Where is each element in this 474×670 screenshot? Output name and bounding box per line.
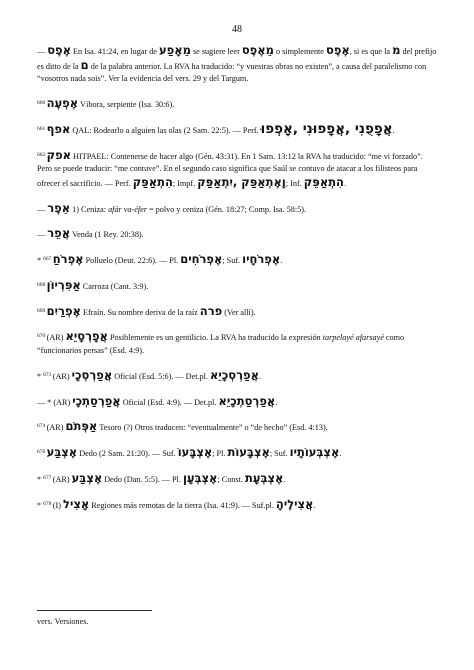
- hebrew-term: מֵאָפַע: [159, 43, 191, 57]
- entry-text: .: [339, 449, 342, 459]
- entry-text: .: [313, 500, 316, 510]
- entry-text: .: [283, 474, 286, 484]
- hebrew-term: אֶצְבְּעָת: [244, 470, 284, 485]
- hebrew-term: אֶצְבָּעוֹ: [177, 445, 213, 460]
- entry-text: —: [37, 204, 48, 214]
- footnote: vers. Versiones.: [37, 617, 89, 626]
- hebrew-term: אֶפְעֶה: [46, 95, 79, 110]
- hebrew-term: אֵפֶר: [47, 200, 71, 215]
- entry-text: .: [258, 371, 261, 381]
- entry-text: Oficial (Esd. 4:9). — Det.pl.: [120, 397, 219, 407]
- entry-text: Venda (1 Rey. 20:38).: [70, 230, 144, 240]
- hebrew-term: אֶפֶס: [326, 43, 350, 57]
- entry-text: (AR): [46, 423, 66, 433]
- entry-number: 669: [37, 307, 47, 314]
- hebrew-term: אֲפָפֻנִי ,אֲפָפוּנִי ,אָפְפוּ: [260, 120, 393, 137]
- entry-text: se sugiere leer: [190, 47, 242, 56]
- hebrew-term: ם: [80, 57, 89, 72]
- dictionary-entry: [37, 330, 439, 357]
- hebrew-term: הִתְאַפֵּק: [303, 174, 344, 189]
- entry-number: 678: [43, 500, 53, 507]
- entry-text: Tesoro (?) Otros traducen: “eventualmente” o “de hecho” (Esd. 4:13).: [97, 423, 328, 433]
- entry-text: — * (AR): [37, 397, 73, 407]
- dictionary-entry: [37, 253, 439, 268]
- entry-text: .: [392, 125, 395, 135]
- entry-number: 670: [37, 333, 47, 340]
- dictionary-entry: [37, 97, 439, 112]
- transliteration: tarpelayé afarsayé: [322, 333, 384, 343]
- entry-text: (Ver allí).: [222, 307, 256, 317]
- dictionary-entry: [37, 120, 439, 138]
- entry-text: de la palabra anterior. La RVA ha traducido: “y vuestras obras no existen”, a causa del paralelismo con “vosotros nada sois”. Ver la evidencia del vers. 29 y del Targum.: [37, 61, 427, 84]
- hebrew-term: אֶפְרֹחִים: [180, 252, 223, 267]
- entry-text: ; Pl.: [212, 449, 228, 459]
- entry-text: (I): [52, 500, 63, 510]
- entry-text: (AR): [46, 333, 66, 343]
- entry-text: .: [275, 397, 278, 407]
- entry-text: *: [37, 474, 44, 484]
- hebrew-term: אֲצִילֶיהָ: [275, 496, 314, 511]
- hebrew-term: מ: [392, 43, 401, 57]
- hebrew-term: הִתְאַפַּק: [132, 174, 173, 189]
- entry-text: del prefijo es ditto de la: [37, 47, 437, 71]
- entry-text: Regiones más remotas de la tierra (Isa. 41:9). — Suf.pl.: [89, 500, 276, 510]
- hebrew-term: אֲפַרְסְכָיֵא: [210, 367, 259, 382]
- hebrew-term: אֶפְרַיִם: [46, 303, 81, 318]
- entry-number: 676: [37, 449, 47, 456]
- hebrew-term: אֲפֵר: [47, 226, 71, 241]
- hebrew-term: אֲפָרְסָיֵא: [65, 329, 108, 344]
- entry-text: .: [280, 256, 283, 266]
- entry-number: 671: [43, 371, 53, 378]
- dictionary-entry: [37, 369, 439, 384]
- hebrew-term: אֶצְבַּע: [46, 445, 78, 460]
- hebrew-term: מֵאֶפֶס: [241, 43, 274, 57]
- entry-text: *: [37, 500, 44, 510]
- hebrew-term: אֲפַרְסַתְכָי: [72, 393, 121, 408]
- page-number: 48: [232, 24, 242, 35]
- dictionary-entry: [37, 446, 439, 461]
- entry-text: Carroza (Cant. 3:9).: [80, 281, 149, 291]
- entry-number: 661: [37, 125, 47, 132]
- entry-text: 1) Ceniza:: [70, 204, 109, 214]
- entry-text: Oficial (Esd. 5:6). — Det.pl.: [112, 371, 210, 381]
- entry-text: ; Const.: [217, 474, 245, 484]
- hebrew-term: אֶצְבָּעוֹת: [227, 445, 270, 460]
- entry-number: 660: [37, 99, 47, 106]
- hebrew-term: אֶפְרֹחַ: [52, 252, 84, 267]
- dictionary-entry: [37, 305, 439, 320]
- entry-text: Dedo (2 Sam. 21:20). — Suf.: [77, 449, 178, 459]
- dictionary-entry: [37, 149, 439, 191]
- hebrew-term: אֶצְבְּעוֹתָיו: [289, 445, 340, 460]
- hebrew-term: אַפְּתֹם: [65, 419, 98, 434]
- entry-text: ; Impf.: [172, 178, 198, 188]
- dictionary-entry: [37, 395, 439, 410]
- entry-text: o simplemente: [273, 47, 326, 56]
- entry-text: *: [37, 371, 44, 381]
- entry-text: ; Inf.: [285, 178, 304, 188]
- hebrew-term: אֶצְבַּע: [71, 470, 103, 485]
- entry-text: QAL: Rodearlo a alguien las olas (2 Sam. 22:5). — Perf.: [70, 125, 261, 135]
- entry-text: Dedo (Dan. 5:5). — Pl.: [102, 474, 183, 484]
- hebrew-term: אֲפַרְסְכָי: [71, 367, 113, 382]
- hebrew-term: אֶפְרֹחָיו: [242, 252, 281, 267]
- footnote-separator: [37, 610, 152, 611]
- entry-text: ; Suf.: [269, 449, 290, 459]
- entry-number: 668: [37, 281, 47, 288]
- entry-text: Posiblemente es un gentilicio. La RVA ha traducido la expresión: [107, 333, 323, 343]
- hebrew-term: אָצִיל: [63, 496, 90, 511]
- transliteration: afár va-éfer: [108, 204, 147, 214]
- dictionary-entry: [37, 227, 439, 242]
- entry-text: —: [37, 47, 48, 56]
- entry-text: —: [37, 230, 48, 240]
- hebrew-term: פרה: [199, 303, 223, 318]
- dictionary-entries: [37, 44, 439, 523]
- entry-text: Víbora, serpiente (Isa. 30:6).: [78, 99, 175, 109]
- hebrew-term: אפף: [46, 121, 71, 136]
- entry-text: = polvo y ceniza (Gén. 18:27; Comp. Isa. 58:5).: [146, 204, 306, 214]
- dictionary-entry: [37, 202, 439, 217]
- entry-text: En Isa. 41:24, en lugar de: [71, 47, 159, 56]
- entry-text: Efraín. Su nombre deriva de la raíz: [80, 307, 200, 317]
- dictionary-entry: [37, 498, 439, 513]
- hebrew-term: אֶצְבְּעָן: [182, 470, 218, 485]
- entry-text: como “funcionarios persas” (Esd. 4:9).: [37, 333, 405, 355]
- entry-text: (AR): [52, 371, 72, 381]
- hebrew-term: אֶפֶס: [47, 43, 71, 57]
- entry-text: (AR): [52, 474, 72, 484]
- entry-text: .: [343, 178, 347, 188]
- entry-number: 677: [43, 474, 53, 481]
- dictionary-entry: [37, 472, 439, 487]
- dictionary-entry: [37, 279, 439, 294]
- entry-text: HITPAEL: Contenerse de hacer algo (Gén. 43:31). En 1 Sam. 13:12 la RVA ha traducido: “me vi forzado”. Pero se puede traducir: “me contuve”. En el segundo caso significa que Saúl se contuvo de atacar a los filisteos para ofrecer el sacrificio. — Perf.: [37, 151, 423, 188]
- hebrew-term: אֲפַרְסַתְכָיֵא: [218, 393, 276, 408]
- entry-text: , si es que la: [349, 47, 393, 56]
- dictionary-entry: [37, 44, 439, 86]
- entry-number: 674: [37, 423, 47, 430]
- entry-number: 667: [43, 256, 53, 263]
- entry-text: *: [37, 256, 44, 266]
- entry-number: 662: [37, 151, 47, 158]
- hebrew-term: וָאֶתְאַפַּק ,יִתְאַפַּק: [197, 174, 286, 189]
- entry-text: ; Suf.: [222, 256, 243, 266]
- hebrew-term: אפק: [46, 147, 72, 162]
- hebrew-term: אַפִּרְיוֹן: [46, 277, 81, 292]
- entry-text: Polluelo (Deut. 22:6). — Pl.: [83, 256, 181, 266]
- dictionary-entry: [37, 420, 439, 435]
